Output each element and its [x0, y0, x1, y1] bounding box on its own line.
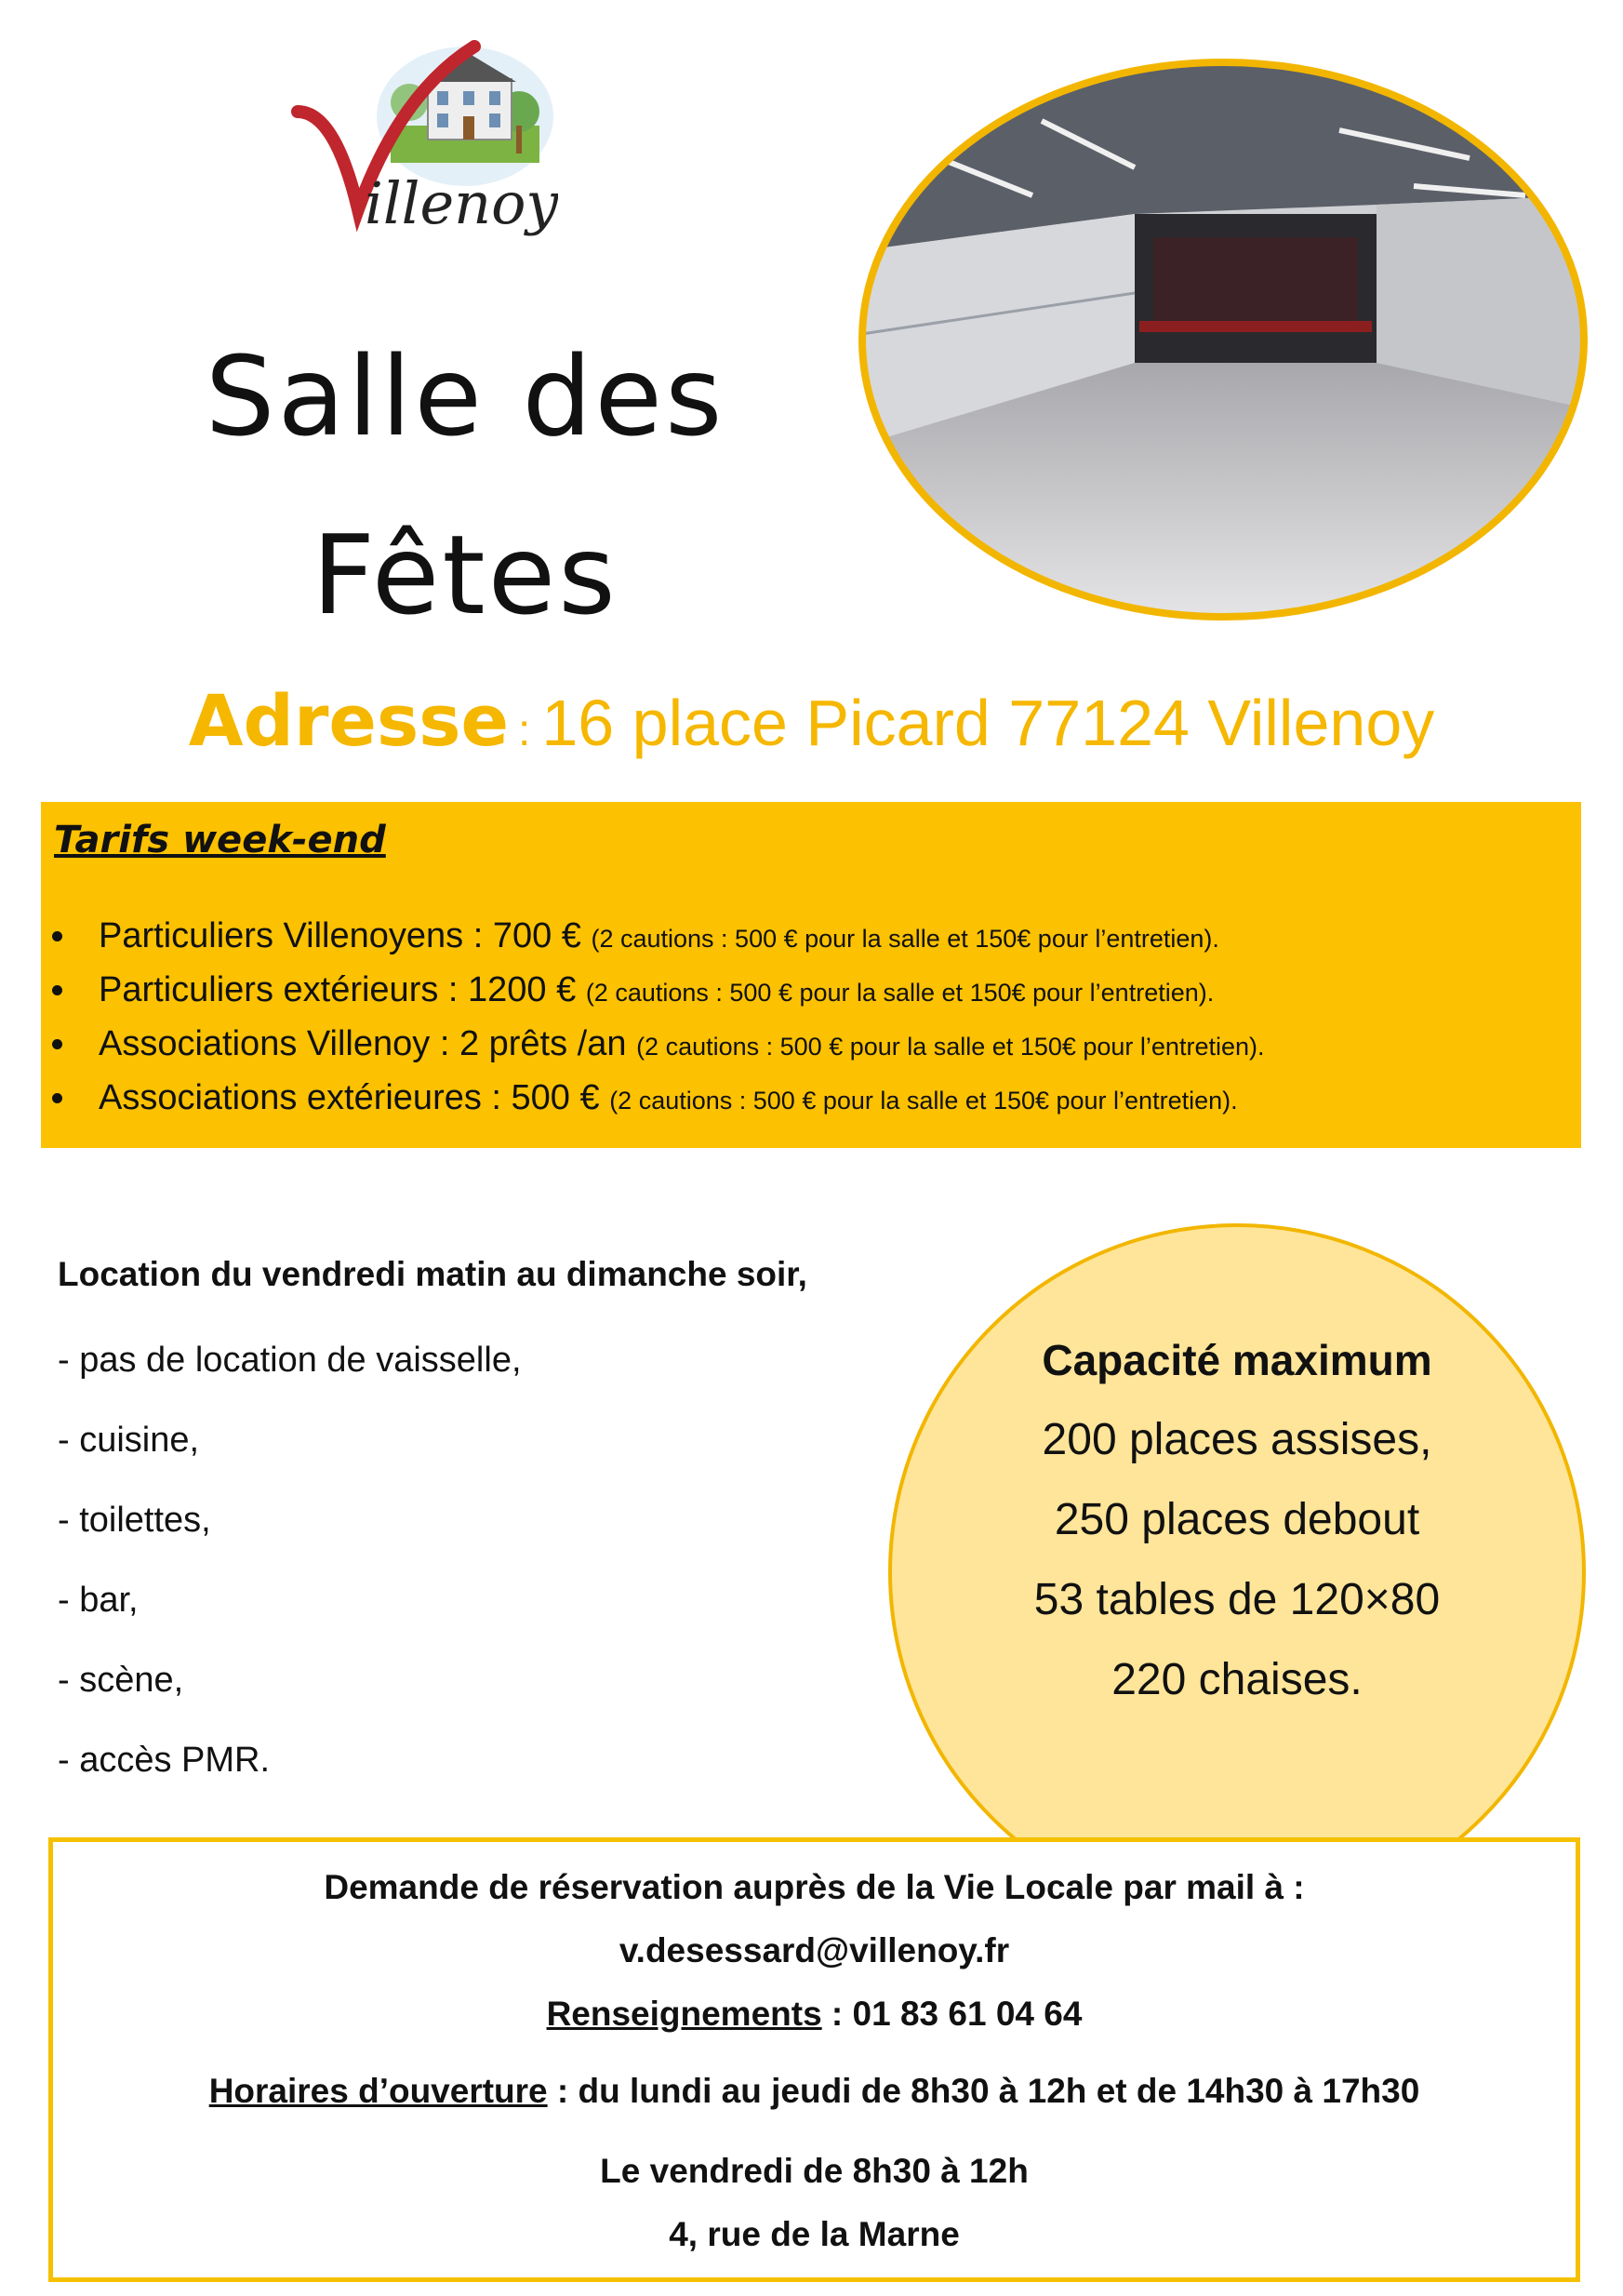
tarif-main: Associations Villenoy : 2 prêts /an — [99, 1024, 627, 1063]
location-list — [58, 1320, 895, 1800]
location-section — [58, 1251, 895, 1800]
tarifs-heading: Tarifs week-end — [54, 819, 386, 861]
list-item: - bar, — [58, 1581, 139, 1620]
tarif-note: (2 cautions : 500 € pour la salle et 150€ pour l’entretien). — [609, 1087, 1238, 1115]
villenoy-logo — [279, 37, 558, 251]
list-item: - scène, — [58, 1661, 184, 1700]
list-item — [41, 1071, 1581, 1125]
capacity-line: 250 places debout — [1054, 1495, 1420, 1544]
page-title — [140, 307, 791, 664]
list-item: - toilettes, — [58, 1501, 211, 1540]
street-address: 4, rue de la Marne — [669, 2215, 960, 2253]
hours-label: Horaires d’ouverture — [208, 2072, 548, 2110]
info-label: Renseignements — [546, 1995, 822, 2033]
hours-value: : du lundi au jeudi de 8h30 à 12h et de 14h30 à 17h30 — [547, 2072, 1420, 2110]
tarif-note: (2 cautions : 500 € pour la salle et 150€ pour l’entretien). — [591, 925, 1219, 953]
address-line — [0, 679, 1623, 762]
bullet-icon — [52, 985, 62, 995]
bullet-icon — [52, 931, 62, 941]
address-label: Adresse — [188, 679, 509, 762]
reservation-request: Demande de réservation auprès de la Vie Locale par mail à : — [324, 1868, 1305, 1906]
tarif-note: (2 cautions : 500 € pour la salle et 150€ pour l’entretien). — [585, 979, 1215, 1007]
tarif-main: Particuliers extérieurs : 1200 € — [99, 970, 577, 1009]
info-line — [53, 1995, 1576, 2034]
list-item — [41, 1017, 1581, 1071]
hours-line — [53, 2072, 1576, 2111]
address-value: 16 place Picard 77124 Villenoy — [541, 687, 1435, 759]
hall-photo — [856, 56, 1590, 623]
capacity-line: 53 tables de 120×80 — [1033, 1575, 1441, 1624]
bullet-icon — [52, 1039, 62, 1049]
tarifs-list — [41, 909, 1581, 1125]
capacity-title: Capacité maximum — [1042, 1336, 1432, 1384]
tarif-main: Particuliers Villenoyens : 700 € — [99, 916, 581, 955]
tarif-main: Associations extérieures : 500 € — [99, 1078, 600, 1117]
logo-wordmark: illenoy — [365, 169, 558, 237]
capacity-line: 220 chaises. — [1111, 1655, 1363, 1704]
info-phone: : 01 83 61 04 64 — [821, 1995, 1083, 2033]
title-line-2: Fêtes — [312, 511, 619, 639]
contact-box — [48, 1837, 1580, 2282]
tarifs-box — [41, 802, 1581, 1148]
list-item: - accès PMR. — [58, 1741, 271, 1780]
list-item: - pas de location de vaisselle, — [58, 1341, 522, 1380]
bullet-icon — [52, 1093, 62, 1103]
address-separator: : — [517, 706, 531, 755]
list-item — [41, 963, 1581, 1017]
location-heading: Location du vendredi matin au dimanche soir, — [58, 1255, 807, 1293]
list-item — [41, 909, 1581, 963]
contact-email: v.desessard@villenoy.fr — [619, 1931, 1010, 1969]
capacity-circle — [888, 1223, 1586, 1921]
capacity-line: 200 places assises, — [1042, 1415, 1432, 1464]
friday-hours: Le vendredi de 8h30 à 12h — [600, 2152, 1029, 2190]
tarif-note: (2 cautions : 500 € pour la salle et 150€ pour l’entretien). — [636, 1033, 1265, 1061]
list-item: - cuisine, — [58, 1421, 200, 1460]
title-line-1: Salle des — [205, 332, 725, 461]
